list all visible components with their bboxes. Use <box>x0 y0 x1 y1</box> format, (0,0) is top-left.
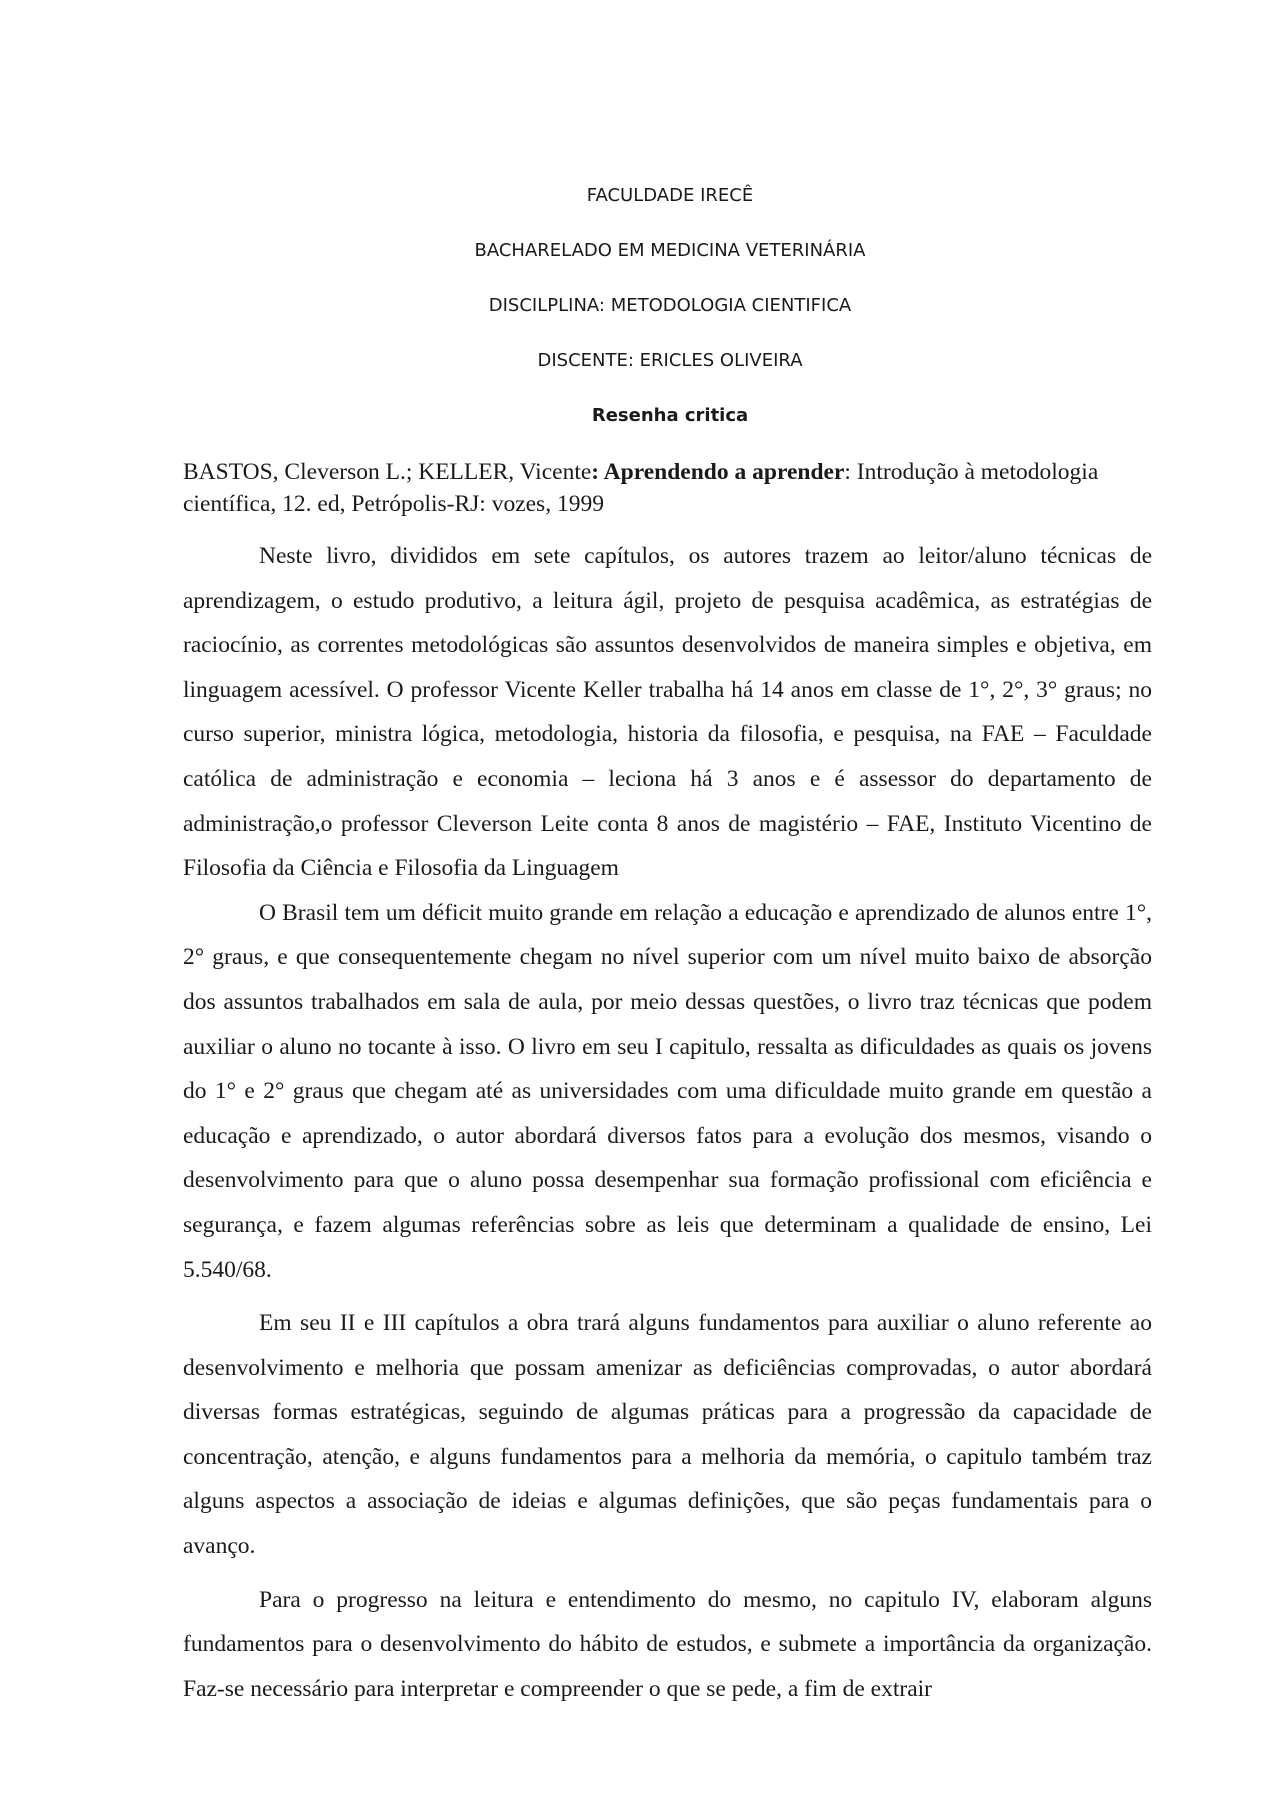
document-title: Resenha critica <box>591 405 749 426</box>
document-header <box>0 184 1280 459</box>
paragraph: Em seu II e III capítulos a obra trará alguns fundamentos para auxiliar o aluno referente ao desenvolvimento e melhoria que possam amenizar as deficiências comprovadas, o autor abordará diversas formas estratégicas, seguindo de algumas práticas para a progressão da capacidade de concentração, atenção, e alguns fundamentos para a melhoria da memória, o capitulo também traz alguns aspectos a associação de ideias e algumas definições, que são peças fundamentais para o avanço. <box>183 1310 1152 1560</box>
bibliographic-citation <box>183 456 1163 520</box>
citation-authors: BASTOS, Cleverson L.; KELLER, Vicente <box>183 459 592 485</box>
student-name: DISCENTE: ERICLES OLIVEIRA <box>537 350 803 371</box>
discipline-name: DISCILPLINA: METODOLOGIA CIENTIFICA <box>488 295 852 316</box>
review-body <box>183 534 1152 1711</box>
paragraph: Neste livro, divididos em sete capítulos, os autores trazem ao leitor/aluno técnicas de aprendizagem, o estudo produtivo, a leitura ágil, projeto de pesquisa acadêmica, as estratégias de raciocínio, as correntes metodológicas são assuntos desenvolvidos de maneira simples e objetiva, em linguagem acessível. O professor Vicente Keller trabalha há 14 anos em classe de 1°, 2°, 3° graus; no curso superior, ministra lógica, metodologia, historia da filosofia, e pesquisa, na FAE – Faculdade católica de administração e economia – leciona há 3 anos e é assessor do departamento de administração,o professor Cleverson Leite conta 8 anos de magistério – FAE, Instituto Vicentino de Filosofia da Ciência e Filosofia da Linguagem <box>183 543 1152 882</box>
paragraph: O Brasil tem um déficit muito grande em relação a educação e aprendizado de alunos entre 1°, 2° graus, e que consequentemente chegam no nível superior com um nível muito baixo de absorção dos assuntos trabalhados em sala de aula, por meio dessas questões, o livro traz técnicas que podem auxiliar o aluno no tocante à isso. O livro em seu I capitulo, ressalta as dificuldades as quais os jovens do 1° e 2° graus que chegam até as universidades com uma dificuldade muito grande em questão a educação e aprendizado, o autor abordará diversos fatos para a evolução dos mesmos, visando o desenvolvimento para que o aluno possa desempenhar sua formação profissional com eficiência e segurança, e fazem algumas referências sobre as leis que determinam a qualidade de ensino, Lei 5.540/68. <box>183 899 1152 1283</box>
citation-book-title: : Aprendendo a aprender <box>591 459 845 485</box>
institution-name: FACULDADE IRECÊ <box>586 185 754 206</box>
paragraph: Para o progresso na leitura e entendimento do mesmo, no capitulo IV, elaboram alguns fundamentos para o desenvolvimento do hábito de estudos, e submete a importância da organização. Faz-se necessário para interpretar e compreender o que se pede, a fim de extrair <box>183 1586 1152 1702</box>
course-name: BACHARELADO EM MEDICINA VETERINÁRIA <box>474 240 866 261</box>
citation-details: : Introdução à metodologia científica, 12. ed, Petrópolis-RJ: vozes, 1999 <box>183 459 1099 517</box>
